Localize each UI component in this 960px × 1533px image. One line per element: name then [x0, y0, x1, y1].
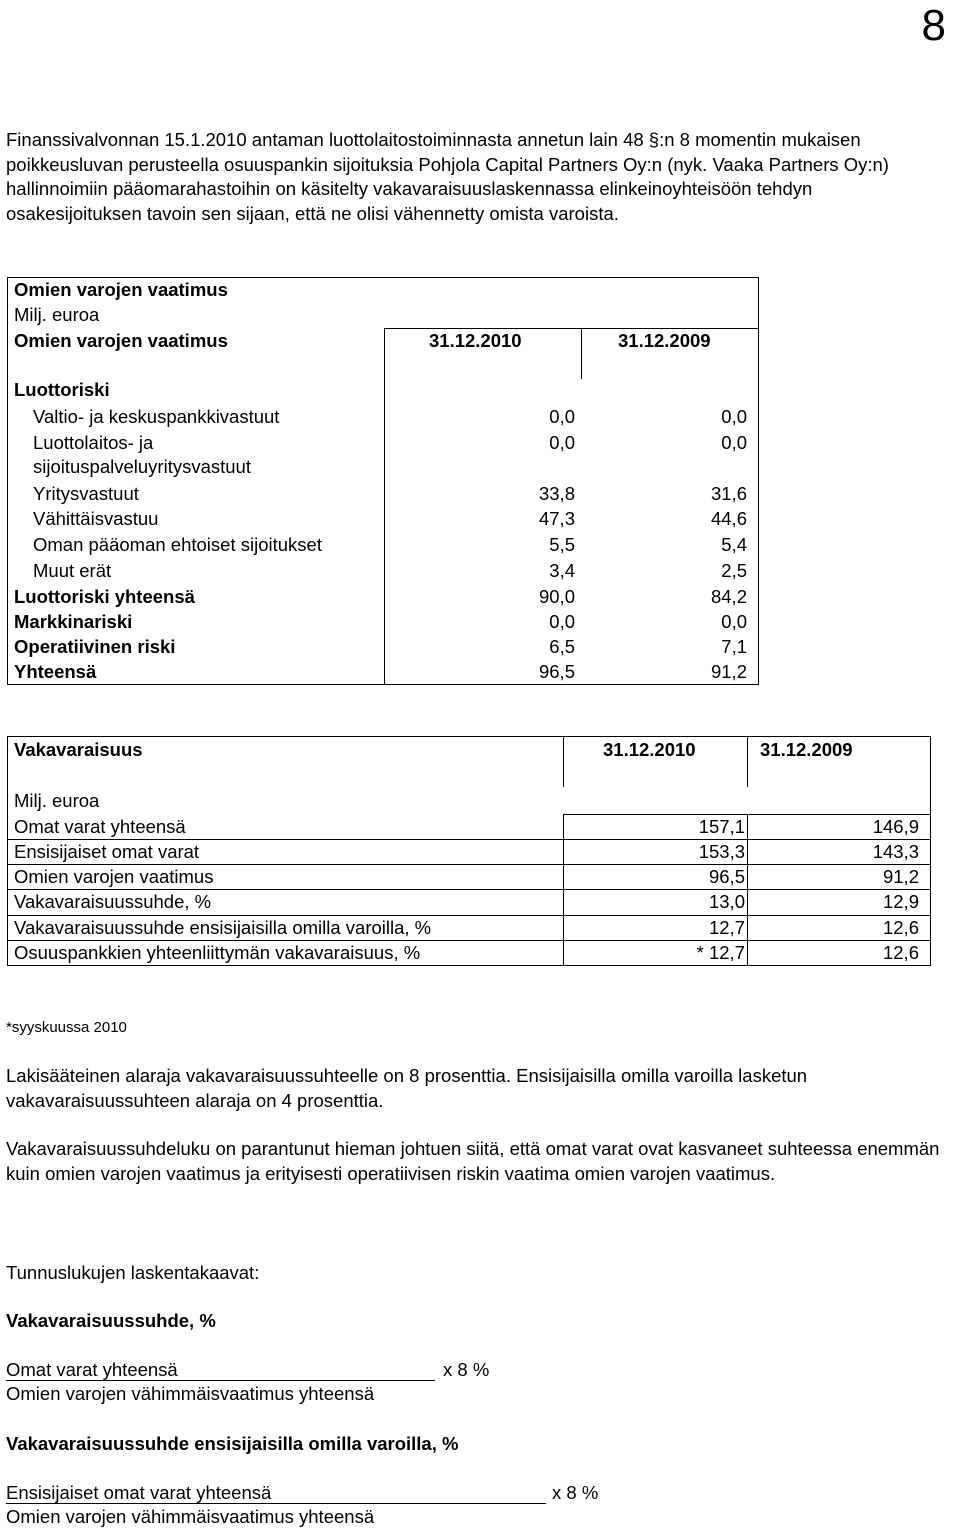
table-row [8, 455, 758, 479]
row-label: Markkinariski [14, 611, 133, 632]
value-2009: 91,2 [882, 866, 919, 887]
table-row [8, 507, 758, 531]
value-2009: 12,6 [882, 917, 919, 938]
row-label: sijoituspalveluyritysvastuut [33, 456, 251, 477]
value-2009: 146,9 [872, 816, 919, 837]
formula1-title: Vakavaraisuussuhde, % [6, 1310, 216, 1331]
row-label: Osuuspankkien yhteenliittymän vakavaraisuus, % [14, 942, 421, 963]
row-label: Valtio- ja keskuspankkivastuut [33, 406, 280, 427]
table-row [8, 635, 758, 659]
value-2010: 90,0 [538, 586, 575, 607]
col-header-2010: 31.12.2010 [429, 330, 522, 351]
unit-label: Milj. euroa [14, 304, 100, 325]
formula2-multiplier: x 8 % [552, 1482, 599, 1503]
table-row [8, 482, 758, 506]
footnote: *syyskuussa 2010 [6, 1019, 127, 1036]
page-number: 8 [921, 1, 946, 50]
value-2009: 2,5 [721, 560, 747, 581]
unit-row [8, 303, 758, 327]
row-label: Operatiivinen riski [14, 636, 176, 657]
value-2009: 0,0 [721, 611, 747, 632]
table-row [8, 940, 930, 965]
value-2010: 153,3 [698, 841, 745, 862]
value-2010: 0,0 [549, 406, 575, 427]
row-label: Yritysvastuut [33, 483, 139, 504]
value-2010: * 12,7 [696, 942, 745, 963]
unit-row [8, 788, 930, 813]
formula2-numerator: Ensisijaiset omat varat yhteensä [6, 1482, 272, 1503]
row-label: Omien varojen vaatimus [14, 866, 214, 887]
value-2009: 0,0 [721, 432, 747, 453]
table-row [8, 889, 930, 914]
value-2010: 3,4 [549, 560, 575, 581]
table-row [8, 431, 758, 455]
table-row [8, 533, 758, 557]
value-2009: 5,4 [721, 534, 747, 555]
value-2009: 84,2 [710, 586, 747, 607]
row-label: Ensisijaiset omat varat [14, 841, 200, 862]
formulas-heading: Tunnuslukujen laskentakaavat: [6, 1262, 260, 1283]
value-2010: 5,5 [549, 534, 575, 555]
value-2010: 96,5 [708, 866, 745, 887]
row-label: Vakavaraisuussuhde ensisijaisilla omilla varoilla, % [14, 917, 432, 938]
col-header-2010: 31.12.2010 [603, 739, 696, 760]
row-label: Luottolaitos- ja [33, 432, 154, 453]
formula1-multiplier: x 8 % [443, 1359, 490, 1380]
table-title: Omien varojen vaatimus [14, 279, 228, 300]
table-row [8, 864, 930, 889]
table-row [8, 610, 758, 634]
capital-requirement-table [7, 277, 759, 685]
formula2-denominator: Omien varojen vähimmäisvaatimus yhteensä [6, 1506, 375, 1527]
value-2010: 6,5 [549, 636, 575, 657]
formula1-numerator: Omat varat yhteensä [6, 1359, 178, 1380]
formula2-title: Vakavaraisuussuhde ensisijaisilla omilla varoilla, % [6, 1433, 459, 1454]
value-2009: 0,0 [721, 406, 747, 427]
value-2009: 31,6 [710, 483, 747, 504]
col-header-2009: 31.12.2009 [618, 330, 711, 351]
row-label: Vähittäisvastuu [33, 508, 159, 529]
table-row [8, 585, 758, 609]
value-2009: 12,9 [882, 891, 919, 912]
row-label: Luottoriski [14, 379, 110, 400]
value-2009: 44,6 [710, 508, 747, 529]
row-label: Omat varat yhteensä [14, 816, 186, 837]
row-label: Oman pääoman ehtoiset sijoitukset [33, 534, 322, 555]
table-row [8, 839, 930, 864]
value-2010: 33,8 [538, 483, 575, 504]
row-label: Vakavaraisuussuhde, % [14, 891, 212, 912]
table-row [8, 814, 930, 839]
header-label: Omien varojen vaatimus [14, 330, 228, 351]
row-label: Luottoriski yhteensä [14, 586, 195, 607]
table-row [8, 378, 758, 402]
table-title: Vakavaraisuus [14, 739, 143, 760]
row-label: Muut erät [33, 560, 112, 581]
value-2010: 12,7 [708, 917, 745, 938]
value-2010: 0,0 [549, 611, 575, 632]
paragraph-ratio-change: Vakavaraisuussuhdeluku on parantunut hieman johtuen siitä, että omat varat ovat kasvaneet suhteessa enemmän kuin omien varojen vaatimus ja erityisesti operatiivisen riskin vaatima omien varojen vaatimus. [6, 1138, 940, 1184]
capital-adequacy-table [7, 736, 931, 966]
value-2010: 47,3 [538, 508, 575, 529]
unit-label: Milj. euroa [14, 790, 100, 811]
value-2010: 157,1 [698, 816, 745, 837]
intro-paragraph: Finanssivalvonnan 15.1.2010 antaman luottolaitostoiminnasta annetun lain 48 §:n 8 momentin mukaisen poikkeusluvan perusteella osuuspankin sijoituksia Pohjola Capital Partners Oy:n (nyk. Vaaka Partners Oy:n) hallinnoimiin pääomarahastoihin on käsitelty vakavaraisuuslaskennassa elinkeinoyhteisöön tehdyn osakesijoituksen tavoin sen sijaan, että ne olisi vähennetty omista varoista. [6, 129, 889, 224]
col-header-2009: 31.12.2009 [760, 739, 853, 760]
header-row [8, 329, 758, 353]
formula1-denominator: Omien varojen vähimmäisvaatimus yhteensä [6, 1383, 375, 1404]
header-row [8, 737, 930, 762]
value-2009: 91,2 [710, 661, 747, 682]
table-row [8, 405, 758, 429]
table-row [8, 660, 758, 684]
row-label: Yhteensä [14, 661, 97, 682]
paragraph-legal-minimum: Lakisääteinen alaraja vakavaraisuussuhteelle on 8 prosenttia. Ensisijaisilla omilla varoilla lasketun vakavaraisuussuhteen alaraja on 4 prosenttia. [6, 1065, 808, 1111]
value-2009: 12,6 [882, 942, 919, 963]
value-2010: 96,5 [538, 661, 575, 682]
value-2010: 0,0 [549, 432, 575, 453]
table-row [8, 559, 758, 583]
value-2009: 143,3 [872, 841, 919, 862]
value-2009: 7,1 [721, 636, 747, 657]
table-title-row [8, 278, 758, 302]
value-2010: 13,0 [708, 891, 745, 912]
table-row [8, 915, 930, 940]
